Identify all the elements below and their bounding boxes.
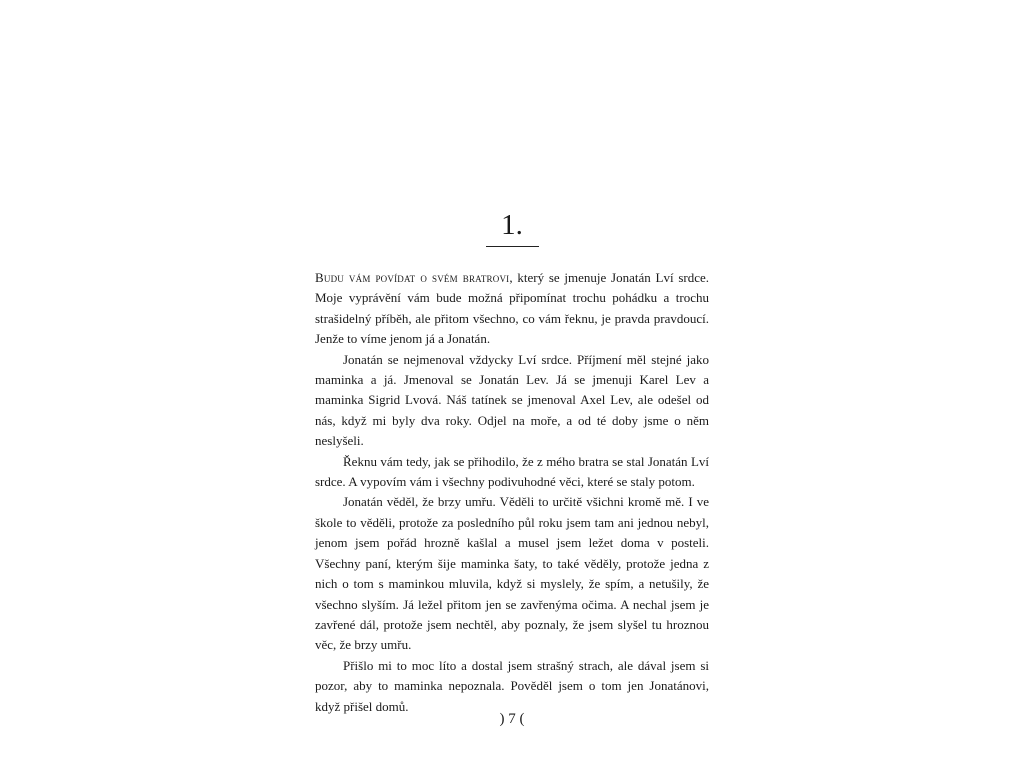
chapter-heading: 1. <box>501 209 523 241</box>
page-number: ) 7 ( <box>499 711 525 727</box>
paragraph-2: Jonatán se nejmenoval vždycky Lví srdce. Příjmení měl stejné jako maminka a já. Jmenoval se Jonatán Lev. Já se jmenuji Karel Lev a maminka Sigrid Lvová. Náš tatínek se jmenoval Axel Lev, ale odešel od nás, když mi byly dva roky. Odjel na moře, a od té doby jsme o něm neslyšeli. <box>315 351 709 449</box>
opening-smallcaps: Budu vám povídat o svém bratrovi <box>315 270 510 285</box>
chapter-text <box>315 268 709 717</box>
paragraph-1-text: , který se jmenuje Jonatán Lví srdce. Moje vyprávění vám bude možná připomínat trochu pohádku a trochu strašidelný příběh, ale přitom všechno, co vám řeknu, je pravda pravdoucí. Jenže to víme jenom já a Jonatán. <box>315 270 709 347</box>
paragraph-5: Přišlo mi to moc líto a dostal jsem strašný strach, ale dával jsem si pozor, aby to maminka nepoznala. Pověděl jsem o tom jen Jonatánovi, když přišel domů. <box>315 657 709 714</box>
paragraph-1 <box>315 268 709 350</box>
paragraph-4: Jonatán věděl, že brzy umřu. Věděli to určitě všichni kromě mě. I ve škole to věděli, protože za posledního půl roku jsem tam ani jednou nebyl, jenom jsem pořád hrozně kašlal a musel jsem ležet doma v posteli. Všechny paní, kterým šije maminka šaty, to také věděly, protože jedna z nich o tom s maminkou mluvila, když si myslely, že spím, a netušily, že všechno slyším. Já ležel přitom jen se zavřenýma očima. A nechal jsem je zavřené dál, protože jsem nechtěl, aby poznaly, že jsem slyšel tu hroznou věc, že brzy umřu. <box>315 494 709 653</box>
paragraph-3: Řeknu vám tedy, jak se přihodilo, že z mého bratra se stal Jonatán Lví srdce. A vypovím vám i všechny podivuhodné věci, které se staly potom. <box>315 453 709 490</box>
chapter-rule <box>486 246 539 247</box>
